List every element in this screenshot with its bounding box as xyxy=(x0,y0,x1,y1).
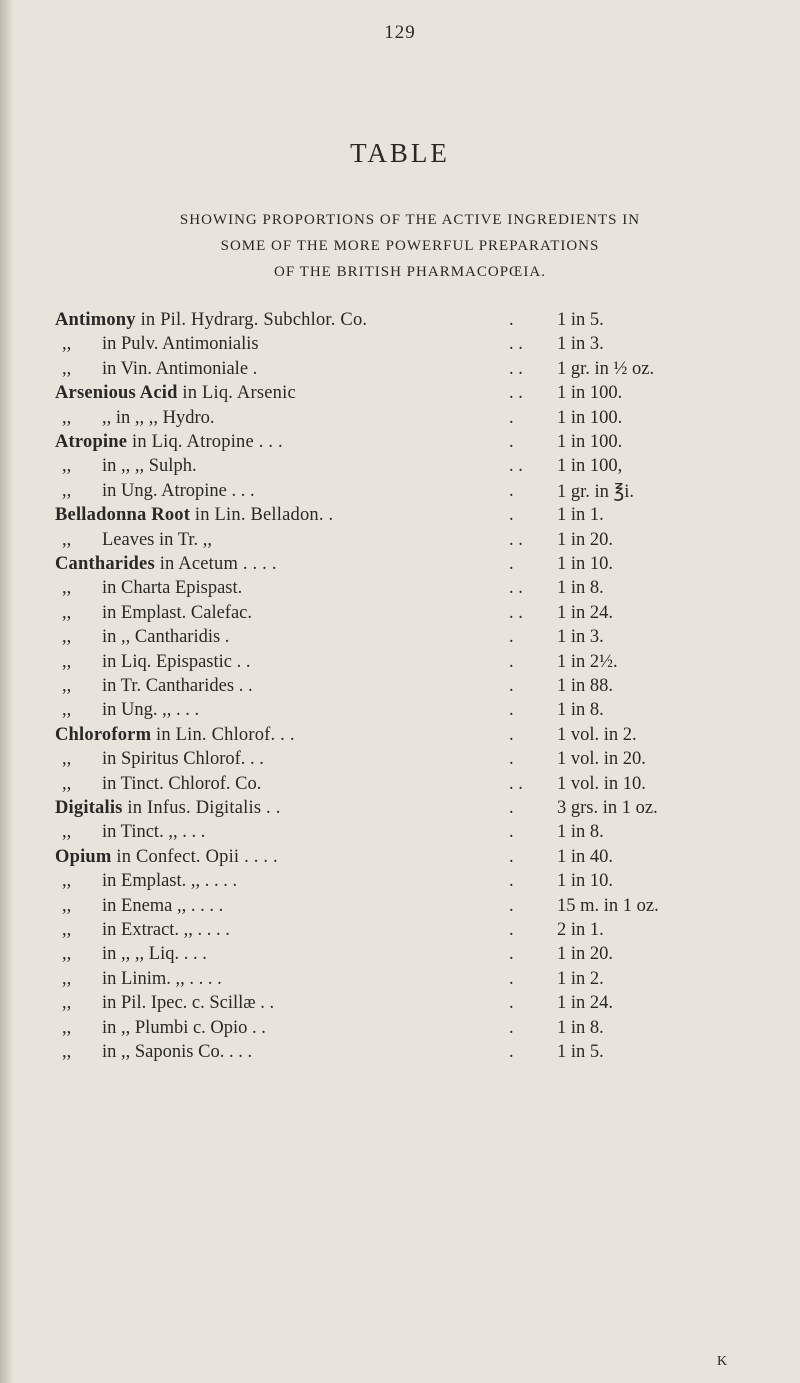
preparation: in Spiritus Chlorof. . . xyxy=(102,749,264,770)
preparation: in Emplast. Calefac. xyxy=(102,602,253,623)
drug-cell xyxy=(55,798,485,819)
leader-dots: . xyxy=(509,1017,514,1038)
table-row xyxy=(0,1018,800,1042)
preparation: in Liq. Atropine . . . xyxy=(132,432,283,452)
leader-dots: . xyxy=(509,627,514,648)
proportion: 1 in 5. xyxy=(557,1042,604,1062)
leader-dots: . xyxy=(509,505,514,526)
preparation: in Charta Epispast. xyxy=(102,578,243,599)
proportion: 1 in 88. xyxy=(557,676,614,696)
ditto-mark: ,, xyxy=(62,676,72,696)
proportion: 1 in 8. xyxy=(557,578,604,599)
proportion: 1 in 10. xyxy=(557,871,614,892)
table-row xyxy=(0,578,800,602)
table-row xyxy=(0,822,800,846)
proportion: 1 in 3. xyxy=(557,334,604,355)
leader-dots: . . xyxy=(509,358,523,379)
ditto-mark: ,, xyxy=(62,993,72,1014)
proportion: 1 in 1. xyxy=(557,505,604,526)
ditto-mark: ,, xyxy=(62,1017,72,1038)
table-row xyxy=(0,944,800,968)
proportion: 1 in 2. xyxy=(557,968,604,989)
preparation: in Enema ,, . . . . xyxy=(102,895,224,916)
page-number: 129 xyxy=(384,22,416,43)
leader-dots: . xyxy=(509,480,514,501)
leader-dots: . xyxy=(509,968,514,989)
preparation: in Liq. Epispastic . . xyxy=(102,651,251,672)
table-row xyxy=(0,505,800,529)
leader-dots: . xyxy=(509,993,514,1014)
preparation: in Extract. ,, . . . . xyxy=(102,920,230,940)
leader-dots: . xyxy=(509,920,514,940)
table-row xyxy=(0,408,800,432)
drug-cell xyxy=(55,505,485,526)
table-row xyxy=(0,310,800,334)
table-row xyxy=(0,920,800,944)
preparation: in Confect. Opii . . . . xyxy=(116,846,278,867)
preparation: in Tinct. Chlorof. Co. xyxy=(102,773,262,794)
proportion: 3 grs. in 1 oz. xyxy=(557,798,658,818)
proportion: 1 in 100. xyxy=(557,407,623,428)
ditto-mark: ,, xyxy=(62,968,72,989)
leader-dots: . xyxy=(509,676,514,696)
leader-dots: . . xyxy=(509,773,523,794)
preparation: in Emplast. ,, . . . . xyxy=(102,871,238,892)
preparation: in Pulv. Antimonialis xyxy=(102,334,259,355)
preparation: in Lin. Belladon. . xyxy=(194,505,334,526)
preparation: in Ung. ,, . . . xyxy=(102,700,200,721)
proportion: 1 in 8. xyxy=(557,700,604,721)
drug-cell xyxy=(55,432,485,453)
proportion: 1 gr. in ℥i. xyxy=(557,481,634,502)
proportion: 1 in 8. xyxy=(557,1017,604,1038)
table-row xyxy=(0,774,800,798)
leader-dots: . xyxy=(509,749,514,770)
leader-dots: . xyxy=(509,871,514,892)
leader-dots: . . xyxy=(509,578,523,599)
leader-dots: . . xyxy=(509,383,523,404)
leader-dots: . xyxy=(509,651,514,672)
preparation: in Tinct. ,, . . . xyxy=(102,822,206,843)
leader-dots: . xyxy=(509,1042,514,1062)
leader-dots: . . xyxy=(509,456,523,477)
table-row xyxy=(0,652,800,676)
ditto-mark: ,, xyxy=(62,749,72,770)
signature-mark: K xyxy=(717,1354,728,1369)
table-row xyxy=(0,847,800,871)
leader-dots: . xyxy=(509,310,514,330)
drug-cell xyxy=(55,554,485,575)
leader-dots: . xyxy=(509,895,514,916)
drug-cell xyxy=(55,310,485,331)
ditto-mark: ,, xyxy=(62,456,72,477)
preparation: in ,, Cantharidis . xyxy=(102,627,230,648)
drug-cell xyxy=(55,383,485,404)
drug-name: Opium xyxy=(55,846,112,867)
ditto-mark: ,, xyxy=(62,651,72,672)
preparation: in Linim. ,, . . . . xyxy=(102,968,222,989)
ditto-mark: ,, xyxy=(62,822,72,843)
proportion: 1 gr. in ½ oz. xyxy=(557,358,655,379)
drug-name: Cantharides xyxy=(55,554,155,574)
drug-cell xyxy=(55,725,485,746)
table-row xyxy=(0,1042,800,1066)
table-row xyxy=(0,871,800,895)
table-row xyxy=(0,749,800,773)
drug-name: Arsenious Acid xyxy=(55,383,178,404)
preparation: in Ung. Atropine . . . xyxy=(102,480,255,501)
ditto-mark: ,, xyxy=(62,407,72,428)
table-row xyxy=(0,383,800,407)
proportion: 1 in 3. xyxy=(557,627,604,648)
proportion: 1 in 40. xyxy=(557,846,614,867)
table-row xyxy=(0,603,800,627)
ditto-mark: ,, xyxy=(62,627,72,648)
ditto-mark: ,, xyxy=(62,602,72,623)
preparation: in Vin. Antimoniale . xyxy=(102,358,258,379)
subtitle-line-2: SOME OF THE MORE POWERFUL PREPARATIONS xyxy=(220,238,600,254)
preparation: in Tr. Cantharides . . xyxy=(102,676,253,696)
table-row xyxy=(0,432,800,456)
proportion: 1 in 10. xyxy=(557,554,614,574)
proportion: 1 vol. in 20. xyxy=(557,749,646,770)
table-row xyxy=(0,969,800,993)
leader-dots: . . xyxy=(509,334,523,355)
proportion: 1 in 24. xyxy=(557,993,614,1014)
preparation: ,, in ,, ,, Hydro. xyxy=(102,407,215,428)
proportion: 15 m. in 1 oz. xyxy=(557,895,659,916)
ditto-mark: ,, xyxy=(62,1042,72,1062)
ditto-mark: ,, xyxy=(62,871,72,892)
proportion: 2 in 1. xyxy=(557,920,604,940)
table-row xyxy=(0,530,800,554)
proportion: 1 in 24. xyxy=(557,602,614,623)
table-row xyxy=(0,359,800,383)
leader-dots: . xyxy=(509,944,514,965)
proportion: 1 in 100. xyxy=(557,383,623,404)
leader-dots: . . xyxy=(509,602,523,623)
table-row xyxy=(0,481,800,505)
drug-cell xyxy=(55,847,485,868)
table-row xyxy=(0,334,800,358)
table-row xyxy=(0,725,800,749)
preparation: in Pil. Hydrarg. Subchlor. Co. xyxy=(140,310,368,330)
leader-dots: . xyxy=(509,432,514,452)
ditto-mark: ,, xyxy=(62,773,72,794)
subtitle-line-3: OF THE BRITISH PHARMACOPŒIA. xyxy=(274,264,546,280)
subtitle-line-1: SHOWING PROPORTIONS OF THE ACTIVE INGREDIENTS IN xyxy=(179,212,641,228)
table-row xyxy=(0,554,800,578)
preparation: Leaves in Tr. ,, xyxy=(102,529,212,550)
preparation: in Liq. Arsenic xyxy=(182,383,296,404)
table-row xyxy=(0,700,800,724)
leader-dots: . xyxy=(509,846,514,867)
leader-dots: . xyxy=(509,798,514,818)
leader-dots: . xyxy=(509,724,514,745)
proportion: 1 vol. in 2. xyxy=(557,724,637,745)
ditto-mark: ,, xyxy=(62,358,72,379)
table-row xyxy=(0,798,800,822)
drug-name: Digitalis xyxy=(55,798,123,818)
proportion: 1 in 20. xyxy=(557,944,614,965)
preparation: in ,, Plumbi c. Opio . . xyxy=(102,1017,266,1038)
drug-name: Antimony xyxy=(55,310,136,330)
table-row xyxy=(0,993,800,1017)
preparation: in ,, ,, Liq. . . . xyxy=(102,944,207,965)
table-subtitle xyxy=(50,207,770,285)
drug-name: Belladonna Root xyxy=(55,505,191,526)
preparation: in ,, Saponis Co. . . . xyxy=(102,1042,253,1062)
leader-dots: . xyxy=(509,700,514,721)
drug-name: Atropine xyxy=(55,432,128,452)
table-row xyxy=(0,456,800,480)
ditto-mark: ,, xyxy=(62,480,72,501)
preparation: in Acetum . . . . xyxy=(159,554,277,574)
ditto-mark: ,, xyxy=(62,944,72,965)
ditto-mark: ,, xyxy=(62,920,72,940)
drug-name: Chloroform xyxy=(55,724,152,745)
table-title: TABLE xyxy=(350,138,450,168)
ditto-mark: ,, xyxy=(62,334,72,355)
proportion: 1 in 5. xyxy=(557,310,604,330)
proportion: 1 vol. in 10. xyxy=(557,773,646,794)
table-row xyxy=(0,676,800,700)
proportion: 1 in 100. xyxy=(557,432,623,452)
ditto-mark: ,, xyxy=(62,578,72,599)
proportion: 1 in 2½. xyxy=(557,651,618,672)
table-row xyxy=(0,896,800,920)
leader-dots: . xyxy=(509,554,514,574)
ditto-mark: ,, xyxy=(62,700,72,721)
preparation: in Pil. Ipec. c. Scillæ . . xyxy=(102,993,275,1014)
leader-dots: . . xyxy=(509,529,523,550)
ditto-mark: ,, xyxy=(62,529,72,550)
preparation: in Lin. Chlorof. . . xyxy=(156,724,295,745)
preparation: in ,, ,, Sulph. xyxy=(102,456,197,477)
table-row xyxy=(0,627,800,651)
proportion: 1 in 8. xyxy=(557,822,604,843)
proportion: 1 in 100, xyxy=(557,456,623,477)
proportion: 1 in 20. xyxy=(557,529,614,550)
ditto-mark: ,, xyxy=(62,895,72,916)
preparation: in Infus. Digitalis . . xyxy=(127,798,281,818)
leader-dots: . xyxy=(509,407,514,428)
leader-dots: . xyxy=(509,822,514,843)
